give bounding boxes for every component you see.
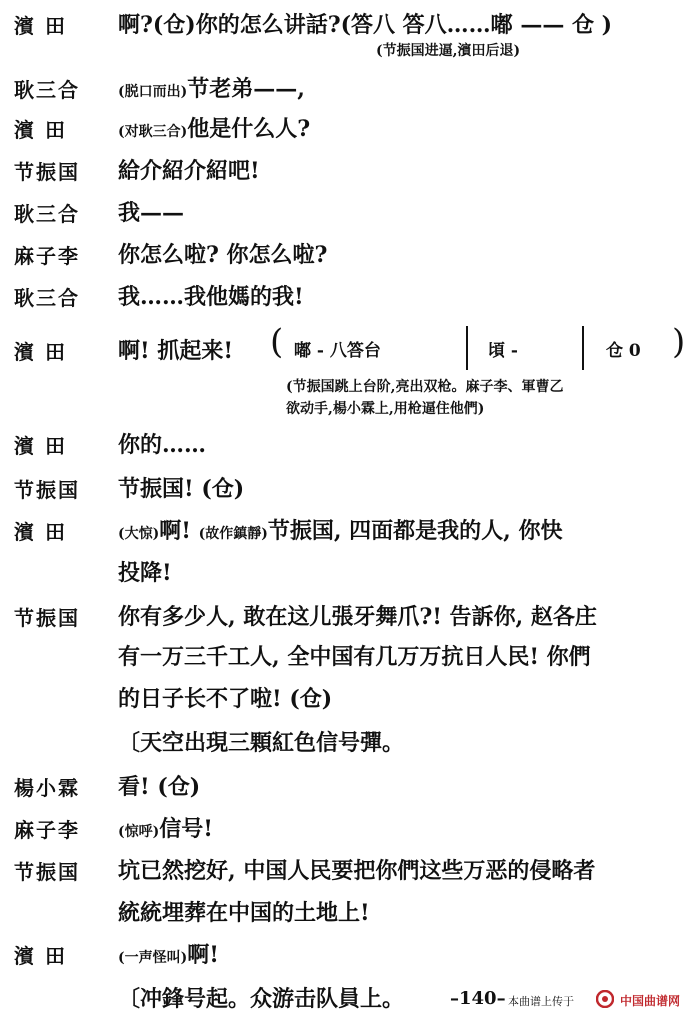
- score-measure-3: 仓 0: [606, 341, 641, 361]
- dialogue-line: [0, 854, 700, 898]
- stage-direction: 〔天空出現三顆紅色信号彈。: [118, 730, 405, 756]
- speaker-name: 濱 田: [14, 118, 67, 142]
- speaker-name: 濱 田: [14, 434, 67, 458]
- dialogue-text: 他是什么人?: [187, 116, 311, 142]
- dialogue-continuation: 統統埋葬在中国的土地上!: [118, 900, 370, 926]
- dialogue-line: [0, 600, 700, 644]
- score-close-paren: ): [672, 322, 686, 362]
- dialogue-text: 我——: [118, 200, 185, 226]
- stage-direction: (对耿三合): [118, 124, 188, 140]
- stage-direction: (惊呼): [118, 824, 160, 840]
- site-logo-icon: [596, 990, 614, 1008]
- dialogue-text: 看! (仓): [118, 774, 201, 800]
- dialogue-continuation: 有一万三千工人, 全中国有几万万抗日人民! 你們: [118, 644, 591, 670]
- stage-direction: (节振国跳上台阶,亮出双枪。麻子李、軍曹乙: [286, 379, 564, 395]
- dialogue-line: [0, 428, 700, 472]
- watermark-text: 本曲谱上传于: [508, 995, 574, 1008]
- speaker-name: 濱 田: [14, 520, 67, 544]
- watermark-brand: 中国曲谱网: [620, 994, 681, 1008]
- speaker-name: 节振国: [14, 160, 80, 184]
- dialogue-line: [0, 112, 700, 156]
- dialogue-line: [0, 238, 700, 282]
- speaker-name: 耿三合: [14, 202, 80, 226]
- score-open-paren: (: [270, 322, 284, 362]
- dialogue-line: [0, 472, 700, 516]
- dialogue-text: 坑已然挖好, 中国人民要把你們这些万恶的侵略者: [118, 858, 596, 884]
- speaker-name: 濱 田: [14, 340, 67, 364]
- dialogue-text: 啊?(仓)你的怎么讲話?(答八 答八……嘟 —— 仓 ): [118, 12, 613, 38]
- stage-direction: (大惊): [118, 526, 160, 542]
- dialogue-text: 我……我他媽的我!: [118, 284, 304, 310]
- stage-direction: 欲动手,楊小霖上,用枪逼住他們): [286, 401, 485, 417]
- speaker-name: 节振国: [14, 606, 80, 630]
- dialogue-line: [0, 812, 700, 856]
- speaker-name: 麻子李: [14, 818, 80, 842]
- dialogue-text: 节振国! (仓): [118, 476, 245, 502]
- speaker-name: 濱 田: [14, 14, 67, 38]
- page-number: –140–: [450, 988, 506, 1009]
- speaker-name: 濱 田: [14, 944, 67, 968]
- dialogue-text: 你有多少人, 敢在这儿張牙舞爪?! 告訴你, 赵各庄: [118, 604, 597, 630]
- dialogue-line: [0, 770, 700, 814]
- speaker-name: 耿三合: [14, 78, 80, 102]
- speaker-name: 麻子李: [14, 244, 80, 268]
- stage-direction: 〔冲鋒号起。众游击队員上。: [118, 986, 405, 1012]
- dialogue-text: 你怎么啦? 你怎么啦?: [118, 242, 328, 268]
- dialogue-text: 节老弟——,: [187, 76, 305, 102]
- score-barline: [466, 326, 468, 370]
- score-barline: [582, 326, 584, 370]
- dialogue-text: 給介紹介紹吧!: [118, 158, 260, 184]
- dialogue-line: [0, 8, 700, 52]
- dialogue-text: 啊! 抓起来!: [118, 338, 233, 364]
- dialogue-text: 你的……: [118, 432, 207, 458]
- dialogue-text: 啊!: [159, 518, 191, 544]
- dialogue-line: [0, 72, 700, 116]
- stage-direction: (脱口而出): [118, 84, 188, 100]
- speaker-name: 节振国: [14, 478, 80, 502]
- stage-direction: (一声怪叫): [118, 950, 188, 966]
- dialogue-text: 信号!: [159, 816, 213, 842]
- stage-direction: (故作鎮靜): [198, 526, 268, 542]
- dialogue-line: [0, 196, 700, 240]
- dialogue-text: 啊!: [187, 942, 219, 968]
- score-measure-1: 嘟 - 八答台: [294, 341, 381, 361]
- dialogue-continuation: 的日子长不了啦! (仓): [118, 686, 333, 712]
- dialogue-line: [0, 154, 700, 198]
- speaker-name: 节振国: [14, 860, 80, 884]
- speaker-name: 楊小霖: [14, 776, 80, 800]
- speaker-name: 耿三合: [14, 286, 80, 310]
- dialogue-line: [0, 938, 700, 982]
- dialogue-continuation: 投降!: [118, 560, 172, 586]
- music-score: [270, 322, 690, 366]
- stage-direction: (节振国进逼,濱田后退): [376, 43, 521, 59]
- dialogue-text: 节振国, 四面都是我的人, 你快: [267, 518, 563, 544]
- dialogue-line: [0, 280, 700, 324]
- dialogue-line: [0, 514, 700, 558]
- score-measure-2: 頃 -: [488, 341, 518, 361]
